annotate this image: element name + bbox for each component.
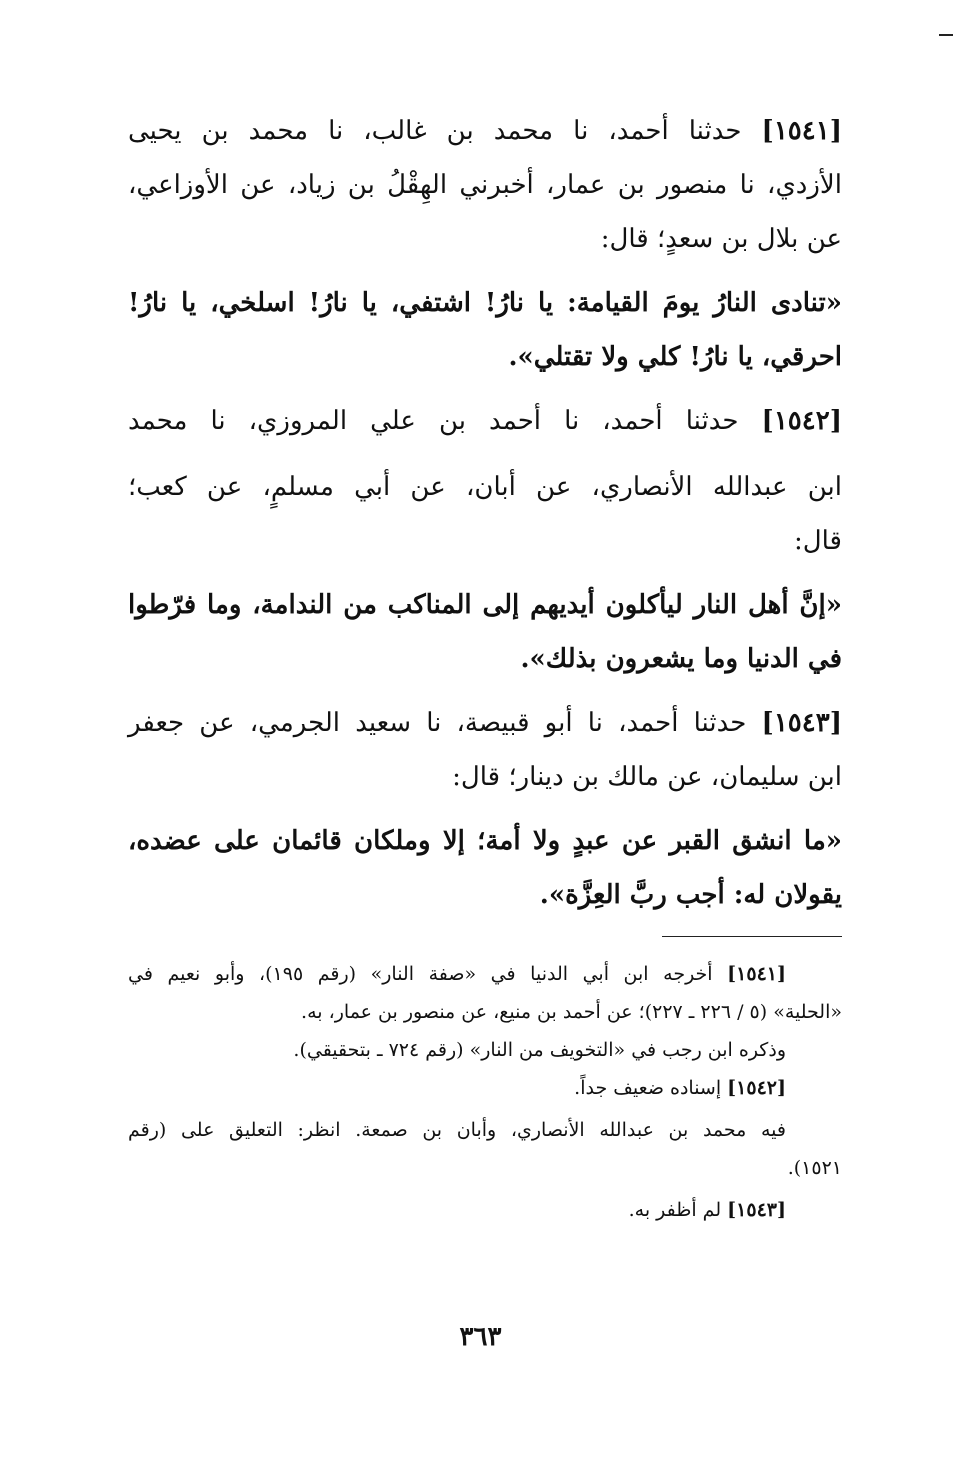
hadith-1542-matn-line-2: في الدنيا وما يشعرون بذلك».	[520, 644, 842, 674]
hadith-1541-isnad-line-3: عن بلال بن سعدٍ؛ قال:	[600, 224, 842, 254]
hadith-1541-matn-line-1: «تنادى النارُ يومَ القيامة: يا نارُ! اشتفي، يا نارُ! اسلخي، يا نارُ!	[128, 288, 842, 318]
hadith-1541-isnad-line-2: الأزدي، نا منصور بن عمار، أخبرني الهِقْلُ بن زياد، عن الأوزاعي،	[128, 170, 842, 200]
hadith-1543-matn-line-2: يقولان له: أجب ربَّ العِزَّة».	[539, 880, 842, 910]
hadith-1543-isnad-line-1	[128, 696, 842, 750]
footnote-1543-line-1	[128, 1191, 842, 1229]
footnote-1541-line-2: «الحلية» (٥ / ٢٢٦ ـ ٢٢٧)؛ عن أحمد بن منيع، عن منصور بن عمار، به.	[301, 1001, 842, 1023]
hadith-1543-matn-line-1: «ما انشق القبر عن عبدٍ ولا أمة؛ إلا وملكان قائمان على عضده،	[128, 826, 842, 856]
hadith-number: [١٥٤٣]	[761, 708, 842, 738]
hadith-number: [١٥٤٢]	[761, 406, 842, 436]
footnote-number: [١٥٤٣]	[727, 1199, 786, 1221]
footnote-number: [١٥٤٢]	[727, 1077, 786, 1099]
footnote-text: أخرجه ابن أبي الدنيا في «صفة النار» (رقم ١٩٥)، وأبو نعيم في	[128, 963, 713, 985]
hadith-1543-isnad-line-2: ابن سليمان، عن مالك بن دينار؛ قال:	[452, 762, 842, 792]
footnote-number: [١٥٤١]	[727, 963, 786, 985]
hadith-1541-isnad-line-1	[128, 104, 842, 158]
hadith-1542-isnad-line-1	[128, 394, 842, 448]
isnad-text: حدثنا أحمد، نا أبو قبيصة، نا سعيد الجرمي، عن جعفر	[128, 708, 747, 738]
hadith-1542-isnad-line-2: ابن عبدالله الأنصاري، عن أبان، عن أبي مسلمٍ، عن كعب؛	[128, 472, 842, 502]
hadith-1542-matn-line-1: «إنَّ أهل النار ليأكلون أيديهم إلى المناكب من الندامة، وما فرّطوا	[128, 590, 842, 620]
footnote-1542-line-1	[128, 1069, 842, 1107]
hadith-1541-matn-line-2: احرقي، يا نارُ! كلي ولا تقتلي».	[508, 342, 842, 372]
footnote-1542-line-2: فيه محمد بن عبدالله الأنصاري، وأبان بن صمعة. انظر: التعليق على (رقم	[128, 1119, 786, 1141]
footnote-text: إسناده ضعيف جداً.	[574, 1077, 722, 1099]
hadith-1542-isnad-line-3: قال:	[793, 526, 842, 556]
footnote-1541-line-1	[128, 955, 842, 993]
footnote-text: لم أظفر به.	[628, 1199, 722, 1221]
isnad-text: حدثنا أحمد، نا محمد بن غالب، نا محمد بن يحيى	[128, 116, 742, 146]
footnote-1541-line-3: وذكره ابن رجب في «التخويف من النار» (رقم ٧٢٤ ـ بتحقيقي).	[293, 1039, 786, 1061]
footnote-separator	[662, 936, 842, 937]
page-body	[128, 104, 842, 1229]
corner-mark	[939, 34, 953, 36]
hadith-number: [١٥٤١]	[761, 116, 842, 146]
isnad-text: حدثنا أحمد، نا أحمد بن علي المروزي، نا محمد	[128, 406, 739, 436]
page-number: ٣٦٣	[459, 1322, 502, 1352]
footnote-1542-line-3: ١٥٢١).	[787, 1157, 842, 1179]
